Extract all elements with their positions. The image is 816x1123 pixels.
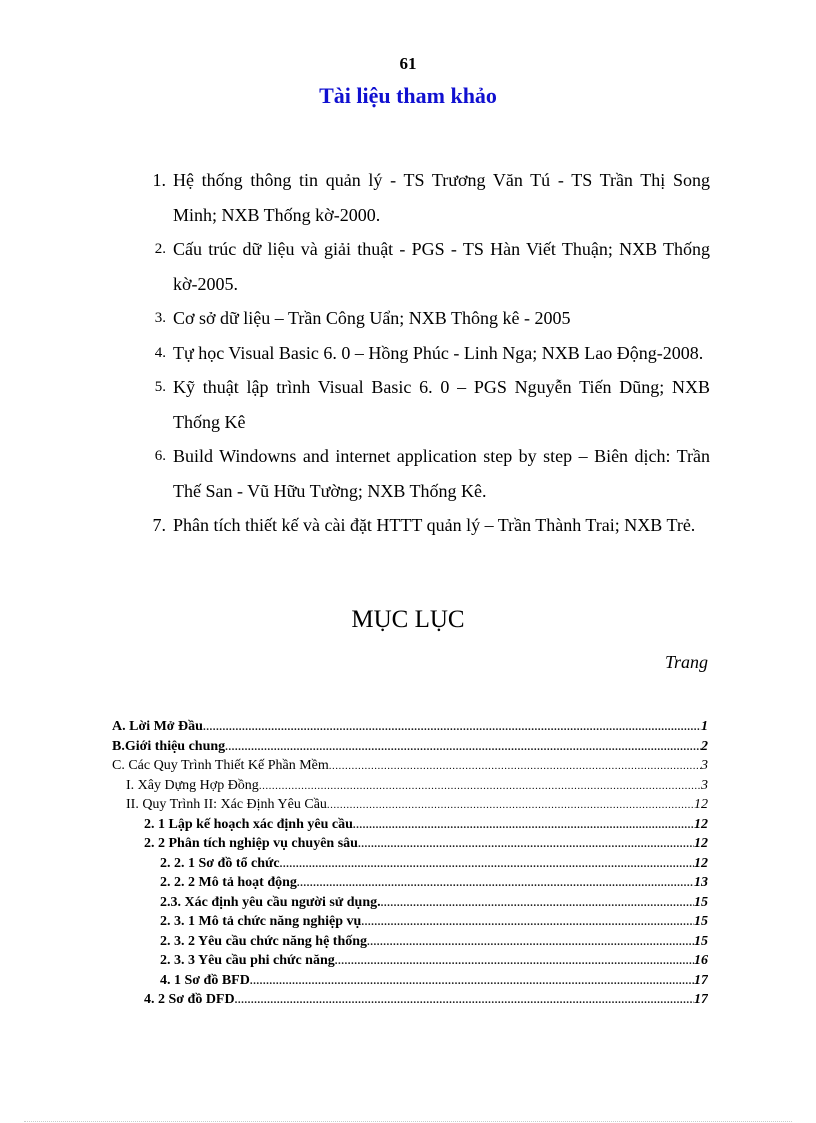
toc-entry-page: 16 xyxy=(694,953,708,968)
toc-entry[interactable] xyxy=(108,914,708,934)
toc-entry-text: I. Xây Dựng Hợp Đồng xyxy=(126,777,259,793)
toc-entry[interactable] xyxy=(108,856,708,876)
references-title: Tài liệu tham khảo xyxy=(319,83,497,108)
toc-leader-dots xyxy=(203,721,701,733)
toc-entry-text: 2. 2 Phân tích nghiệp vụ chuyên sâu xyxy=(144,836,358,851)
toc-leader-dots xyxy=(250,975,694,987)
reference-text: Build Windowns and internet application step by step – Biên dịch: Trần Thế San - Vũ Hữu Tường; NXB Thống Kê. xyxy=(173,446,710,501)
toc-leader-dots xyxy=(367,936,694,948)
toc-leader-dots xyxy=(259,780,701,792)
reference-text: Tự học Visual Basic 6. 0 – Hồng Phúc - Linh Nga; NXB Lao Động-2008. xyxy=(173,342,704,363)
toc-entry-text: 2. 3. 1 Mô tả chức năng nghiệp vụ xyxy=(160,914,362,929)
toc-leader-dots xyxy=(361,916,694,928)
toc-entry-page: 2 xyxy=(701,738,708,754)
reference-item xyxy=(144,301,710,336)
toc-entry-text: 2. 1 Lập kế hoạch xác định yêu cầu xyxy=(144,816,353,832)
reference-number: 2. xyxy=(154,241,166,257)
toc-page-header: Trang xyxy=(664,652,708,672)
toc-entry[interactable] xyxy=(108,739,708,759)
toc-entry[interactable] xyxy=(108,934,708,954)
toc-entry-page: 1 xyxy=(701,719,708,734)
toc-entry-page: 17 xyxy=(694,992,708,1007)
toc-entry-text: II. Quy Trình II: Xác Định Yêu Cầu xyxy=(126,797,327,812)
reference-text: Hệ thống thông tin quản lý - TS Trương Văn Tú - TS Trần Thị Song Minh; NXB Thống kờ-2000. xyxy=(173,170,710,225)
toc-entry-text: B.Giới thiệu chung xyxy=(112,738,226,754)
toc-entry-page: 15 xyxy=(694,914,708,929)
reference-text: Cấu trúc dữ liệu và giải thuật - PGS - TS Hàn Viết Thuận; NXB Thống kờ-2005. xyxy=(173,239,710,294)
table-of-contents xyxy=(108,719,708,1012)
toc-entry-text: 4. 2 Sơ đồ DFD xyxy=(144,992,235,1007)
toc-entry-page: 13 xyxy=(694,875,708,890)
toc-entry[interactable] xyxy=(108,797,708,817)
reference-item xyxy=(144,439,710,508)
reference-text: Cơ sở dữ liệu – Trần Công Uẩn; NXB Thông kê - 2005 xyxy=(173,308,571,328)
toc-leader-dots xyxy=(327,799,694,811)
toc-entry-text: C. Các Quy Trình Thiết Kế Phần Mềm xyxy=(112,758,329,773)
reference-number: 1. xyxy=(152,170,166,190)
reference-number: 5. xyxy=(154,379,166,395)
toc-entry-page: 3 xyxy=(701,777,708,793)
reference-number: 3. xyxy=(154,310,166,326)
toc-entry[interactable] xyxy=(108,758,708,778)
toc-entry-page: 12 xyxy=(694,816,708,832)
toc-leader-dots xyxy=(280,858,694,870)
toc-entry-page: 15 xyxy=(694,894,708,910)
toc-entry[interactable] xyxy=(108,953,708,973)
toc-entry-page: 3 xyxy=(701,758,708,773)
toc-entry-page: 12 xyxy=(694,855,708,871)
toc-entry-page: 15 xyxy=(694,933,708,949)
toc-entry[interactable] xyxy=(108,817,708,837)
toc-leader-dots xyxy=(335,955,694,967)
reference-number: 7. xyxy=(152,515,166,535)
toc-entry-page: 12 xyxy=(694,836,708,851)
toc-entry[interactable] xyxy=(108,875,708,895)
toc-entry[interactable] xyxy=(108,836,708,856)
toc-entry[interactable] xyxy=(108,973,708,993)
toc-leader-dots xyxy=(381,897,694,909)
reference-text: Kỹ thuật lập trình Visual Basic 6. 0 – PGS Nguyễn Tiến Dũng; NXB Thống Kê xyxy=(173,377,710,432)
toc-leader-dots xyxy=(329,760,701,772)
toc-entry-text: 2. 2. 2 Mô tả hoạt động xyxy=(160,875,297,890)
toc-leader-dots xyxy=(297,877,694,889)
page-bottom-rule xyxy=(24,1121,792,1122)
reference-item xyxy=(144,508,710,543)
toc-entry[interactable] xyxy=(108,719,708,739)
reference-item xyxy=(144,336,710,371)
toc-leader-dots xyxy=(358,838,694,850)
toc-entry-text: A. Lời Mở Đầu xyxy=(112,719,203,734)
toc-entry-text: 2. 3. 2 Yêu cầu chức năng hệ thống xyxy=(160,933,368,949)
toc-leader-dots xyxy=(225,741,701,753)
page-number: 61 xyxy=(399,54,417,73)
toc-leader-dots xyxy=(353,819,694,831)
toc-leader-dots xyxy=(235,994,694,1006)
toc-entry-text: 2. 2. 1 Sơ đồ tổ chức xyxy=(160,855,280,871)
reference-number: 6. xyxy=(154,448,166,464)
reference-item xyxy=(144,370,710,439)
reference-text: Phân tích thiết kế và cài đặt HTTT quản lý – Trần Thành Trai; NXB Trẻ. xyxy=(173,515,696,535)
reference-item xyxy=(144,163,710,232)
reference-number: 4. xyxy=(154,344,166,361)
toc-entry[interactable] xyxy=(108,992,708,1012)
reference-list xyxy=(144,163,710,543)
reference-item xyxy=(144,232,710,301)
toc-entry-text: 4. 1 Sơ đồ BFD xyxy=(160,972,250,988)
toc-entry[interactable] xyxy=(108,895,708,915)
toc-entry-text: 2.3. Xác định yêu cầu người sử dụng. xyxy=(160,894,381,910)
toc-entry-page: 12 xyxy=(694,797,708,812)
toc-title: MỤC LỤC xyxy=(351,606,465,633)
toc-entry-page: 17 xyxy=(694,972,708,988)
toc-entry[interactable] xyxy=(108,778,708,798)
toc-entry-text: 2. 3. 3 Yêu cầu phi chức năng xyxy=(160,953,335,968)
